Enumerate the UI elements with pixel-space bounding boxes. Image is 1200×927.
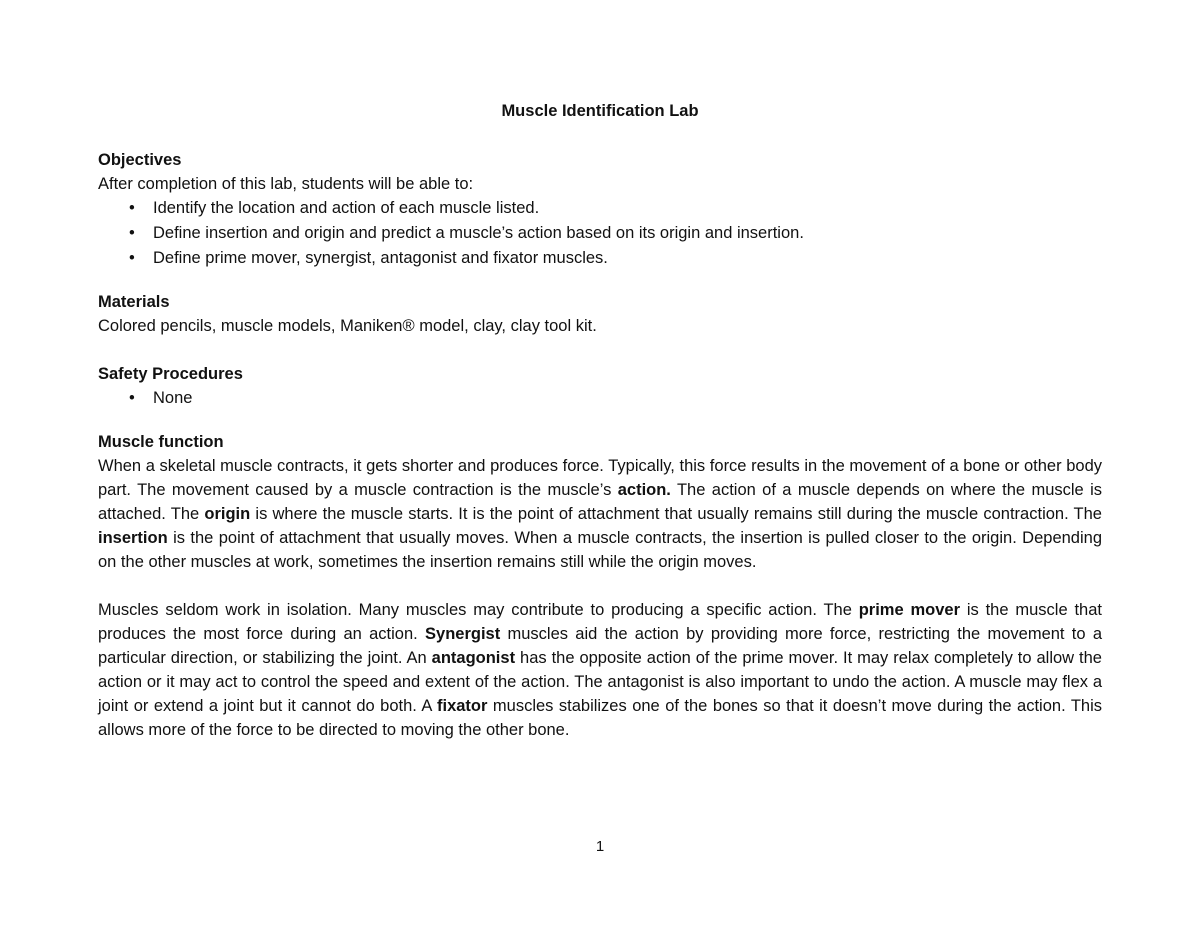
paragraph-text: is the muscle that produces the most force during an action. [98, 601, 1102, 643]
objectives-heading: Objectives [98, 151, 182, 169]
materials-heading: Materials [98, 293, 170, 311]
paragraph-text: Muscles seldom work in isolation. Many muscles may contribute to producing a specific action. The [98, 601, 859, 619]
list-item [98, 386, 1102, 410]
paragraph-text: is where the muscle starts. It is the point of attachment that usually remains still during the muscle contraction. The [250, 505, 1102, 523]
safety-section [98, 362, 1102, 410]
objective-text: Define insertion and origin and predict a muscle’s action based on its origin and insertion. [153, 224, 804, 242]
objectives-list [98, 196, 1102, 270]
bullet-icon: • [129, 249, 135, 267]
paragraph-text: has the opposite action of the prime mover. It may relax completely to allow the action or it may act to control the speed and extent of the action. The antagonist is also important to undo the action. A muscle may flex a joint or extend a joint but it cannot do both. A [98, 649, 1102, 715]
document-title: Muscle Identification Lab [501, 102, 699, 120]
term-fixator: fixator [437, 697, 488, 715]
list-item [98, 246, 1102, 270]
paragraph-text: muscles aid the action by providing more force, restricting the movement to a particular direction, or stabilizing the joint. An [98, 625, 1102, 667]
objective-text: Define prime mover, synergist, antagonist and fixator muscles. [153, 249, 608, 267]
term-action: action. [617, 481, 671, 499]
objectives-intro: After completion of this lab, students will be able to: [98, 175, 474, 193]
term-prime-mover: prime mover [858, 601, 961, 619]
bullet-icon: • [129, 224, 135, 242]
paragraph-text: muscles stabilizes one of the bones so that it doesn’t move during the action. This allows more of the force to be directed to moving the other bone. [98, 697, 1102, 739]
paragraph-text: The action of a muscle depends on where the muscle is attached. The [98, 481, 1103, 523]
bullet-icon: • [129, 199, 135, 217]
materials-text: Colored pencils, muscle models, Maniken® model, clay, clay tool kit. [98, 317, 597, 335]
safety-list [98, 386, 1102, 410]
muscle-function-heading: Muscle function [98, 433, 224, 451]
objective-text: Identify the location and action of each muscle listed. [153, 199, 540, 217]
materials-section [98, 290, 1102, 338]
safety-heading: Safety Procedures [98, 365, 243, 383]
bullet-icon: • [129, 389, 135, 407]
paragraph-text: is the point of attachment that usually moves. When a muscle contracts, the insertion is pulled closer to the origin. Depending on the other muscles at work, sometimes the insertion remains still while the origin moves. [98, 529, 1102, 571]
objectives-section [98, 148, 1102, 270]
list-item [98, 221, 1102, 245]
paragraph-spacer [98, 574, 1102, 598]
term-insertion: insertion [98, 529, 168, 547]
term-synergist: Synergist [425, 625, 501, 643]
muscle-function-section [98, 430, 1102, 742]
paragraph-text: When a skeletal muscle contracts, it gets shorter and produces force. Typically, this force results in the movement of a bone or other body part. The movement caused by a muscle contraction is the muscle’s [98, 457, 1102, 499]
term-antagonist: antagonist [431, 649, 516, 667]
muscle-function-paragraph-1 [98, 454, 1102, 574]
safety-text: None [153, 389, 193, 407]
muscle-function-paragraph-2 [98, 598, 1102, 742]
page-content [98, 99, 1102, 766]
list-item [98, 196, 1102, 220]
term-origin: origin [204, 505, 251, 523]
page-number: 1 [595, 838, 605, 855]
